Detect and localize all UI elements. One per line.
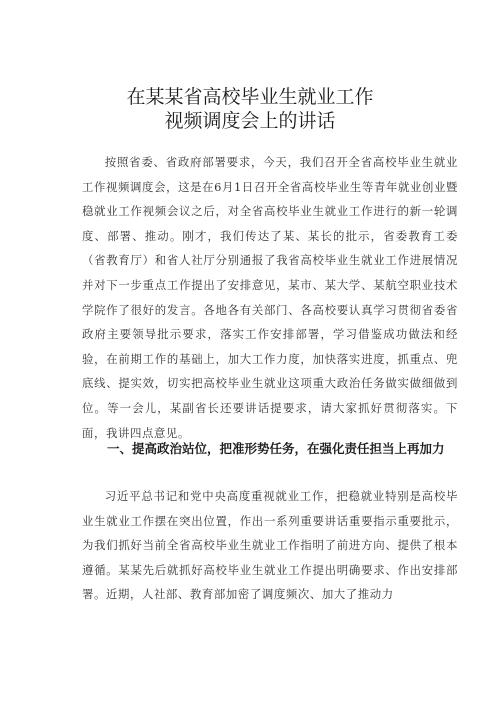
document-title-line2: 视频调度会上的讲话 — [164, 110, 336, 132]
document-title-line1: 在某某省高校毕业生就业工作 — [126, 86, 374, 108]
paragraph-intro: 按照省委、省政府部署要求，今天，我们召开全省高校毕业生就业工作视频调度会，这是在6月1日召开全省高校毕业生等青年就业创业暨稳就业工作视频会议之后，对全省高校毕业生就业工作进行的新一轮调度、部署、推动。刚才，我们传达了某、某长的批示，省委教育工委（省教育厅）和省人社厅分别通报了我省高校毕业生就业工作进展情况并对下一步重点工作提出了安排意见，某市、某大学、某航空职业技术学院作了很好的发言。各地各有关部门、各高校要认真学习贯彻省委省政府主要领导批示要求，落实工作安排部署，学习借鉴成功做法和经验，在前期工作的基础上，加大工作力度，加快落实进度，抓重点、兜底线、提实效，切实把高校毕业生就业这项重大政治任务做实做细做到位。等一会儿，某副省长还要讲话提要求，请大家抓好贯彻落实。下面，我讲四点意见。 — [82, 155, 458, 440]
paragraph-section1: 习近平总书记和党中央高度重视就业工作，把稳就业特别是高校毕业生就业工作摆在突出位置，作出一系列重要讲话重要指示重要批示，为我们抓好当前全省高校毕业生就业工作指明了前进方向、提供了根本遵循。某某先后就抓好高校毕业生就业工作提出明确要求、作出安排部署。近期，人社部、教育部加密了调度频次、加大了推动力 — [82, 489, 458, 602]
section-heading-1: 一、提高政治站位，把准形势任务，在强化责任担当上再加力 — [107, 441, 445, 456]
